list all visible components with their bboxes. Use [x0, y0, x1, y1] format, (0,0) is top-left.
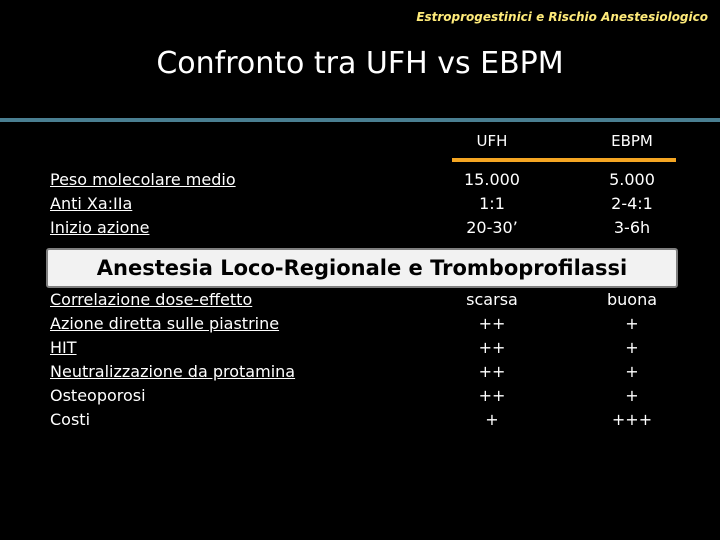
row-label: HIT [50, 338, 77, 357]
ebpm-value: 5.000 [609, 170, 655, 189]
ufh-value: 1:1 [479, 194, 505, 213]
ebpm-value: + [625, 362, 639, 381]
ufh-value: 20-30’ [466, 218, 518, 237]
row-label: Costi [50, 410, 91, 429]
table-row [0, 362, 720, 386]
row-label: Osteoporosi [50, 386, 146, 405]
ebpm-value: buona [606, 290, 658, 309]
ebpm-value: + [625, 314, 639, 333]
column-header-underline [452, 158, 676, 162]
ebpm-value: + [625, 338, 639, 357]
column-header-ufh: UFH [476, 132, 508, 150]
table-row [0, 218, 720, 242]
column-header-ebpm: EBPM [611, 132, 653, 150]
ebpm-value: + [625, 386, 639, 405]
table-row [0, 386, 720, 410]
row-label: Inizio azione [50, 218, 150, 237]
table-row [0, 290, 720, 314]
ufh-value: scarsa [466, 290, 518, 309]
row-label: Anti Xa:IIa [50, 194, 133, 213]
ufh-value: ++ [478, 338, 506, 357]
header-note: Estroprogestinici e Rischio Anestesiologico [416, 10, 708, 24]
ufh-value: 15.000 [464, 170, 520, 189]
ufh-value: ++ [478, 314, 506, 333]
row-label: Azione diretta sulle piastrine [50, 314, 280, 333]
ufh-value: ++ [478, 362, 506, 381]
ebpm-value: 2-4:1 [611, 194, 653, 213]
ebpm-value: +++ [611, 410, 653, 429]
row-label: Peso molecolare medio [50, 170, 236, 189]
table-row [0, 338, 720, 362]
row-label: Correlazione dose-effetto [50, 290, 253, 309]
ebpm-value: 3-6h [613, 218, 651, 237]
table-row [0, 194, 720, 218]
title-divider [0, 118, 720, 122]
table-row [0, 170, 720, 194]
overlay-banner: Anestesia Loco-Regionale e Tromboprofilassi [46, 248, 678, 288]
table-row [0, 410, 720, 434]
row-label: Neutralizzazione da protamina [50, 362, 296, 381]
ufh-value: ++ [478, 386, 506, 405]
table-row [0, 314, 720, 338]
ufh-value: + [485, 410, 499, 429]
slide-title: Confronto tra UFH vs EBPM [156, 46, 564, 81]
